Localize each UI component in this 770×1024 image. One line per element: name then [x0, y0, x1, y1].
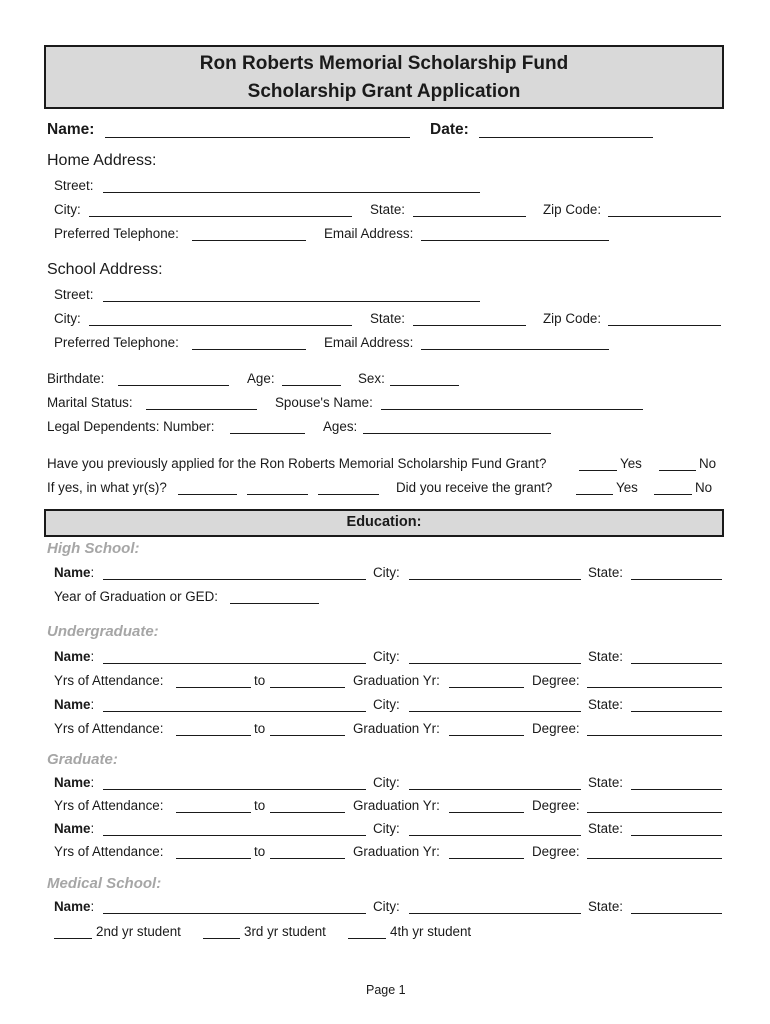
school-city-field[interactable]: [89, 325, 352, 326]
received-no-label: No: [695, 480, 713, 495]
gr2-yrs-to-field[interactable]: [270, 858, 345, 859]
years-applied-field-1[interactable]: [178, 494, 237, 495]
school-email-field[interactable]: [421, 349, 609, 350]
gr2-state-label: State:: [588, 821, 623, 836]
school-zip-field[interactable]: [608, 325, 721, 326]
ug1-grad-yr-label: Graduation Yr:: [353, 673, 440, 688]
date-label: Date:: [430, 121, 469, 138]
previous-application-question: Have you previously applied for the Ron Roberts Memorial Scholarship Fund Grant?: [47, 456, 547, 471]
form-subtitle: Scholarship Grant Application: [247, 81, 521, 102]
ug1-yrs-label: Yrs of Attendance:: [54, 673, 164, 688]
med-3rd-yr-label: 3rd yr student: [244, 924, 326, 939]
age-label: Age:: [247, 371, 275, 386]
school-phone-label: Preferred Telephone:: [54, 335, 179, 350]
sex-field[interactable]: [390, 385, 459, 386]
education-heading-box: [44, 509, 724, 537]
school-state-field[interactable]: [413, 325, 526, 326]
age-field[interactable]: [282, 385, 341, 386]
spouse-name-label: Spouse's Name:: [275, 395, 373, 410]
previous-yes-label: Yes: [620, 456, 642, 471]
ug2-yrs-to-field[interactable]: [270, 735, 345, 736]
ug1-city-label: City:: [373, 649, 400, 664]
ug1-yrs-to-field[interactable]: [270, 687, 345, 688]
ug1-degree-label: Degree:: [532, 673, 580, 688]
ug2-grad-yr-field[interactable]: [449, 735, 524, 736]
received-yes-label: Yes: [616, 480, 638, 495]
ug2-state-label: State:: [588, 697, 623, 712]
dependents-number-field[interactable]: [230, 433, 305, 434]
med-2nd-yr-label: 2nd yr student: [96, 924, 181, 939]
sex-label: Sex:: [358, 371, 385, 386]
ug2-to-label: to: [254, 721, 266, 736]
birthdate-field[interactable]: [118, 385, 229, 386]
home-email-field[interactable]: [421, 240, 609, 241]
ug2-city-field[interactable]: [409, 711, 581, 712]
school-city-label: City:: [54, 311, 81, 326]
ug2-degree-label: Degree:: [532, 721, 580, 736]
med-4th-yr-label: 4th yr student: [390, 924, 472, 939]
birthdate-label: Birthdate:: [47, 371, 105, 386]
received-grant-label: Did you receive the grant?: [396, 480, 553, 495]
ug1-name-field[interactable]: [103, 663, 366, 664]
gr1-grad-yr-label: Graduation Yr:: [353, 798, 440, 813]
med-city-field[interactable]: [409, 913, 581, 914]
home-address-heading: Home Address:: [47, 152, 157, 169]
years-applied-label: If yes, in what yr(s)?: [47, 480, 167, 495]
hs-state-label: State:: [588, 565, 623, 580]
marital-status-field[interactable]: [146, 409, 257, 410]
ug1-grad-yr-field[interactable]: [449, 687, 524, 688]
gr2-city-field[interactable]: [409, 835, 581, 836]
med-2nd-yr-field[interactable]: [54, 938, 92, 939]
gr1-name-label: Name:: [54, 775, 95, 790]
high-school-heading: High School:: [47, 540, 140, 557]
gr2-to-label: to: [254, 844, 266, 859]
school-email-label: Email Address:: [324, 335, 414, 350]
school-phone-field[interactable]: [192, 349, 306, 350]
hs-city-label: City:: [373, 565, 400, 580]
hs-graduation-label: Year of Graduation or GED:: [54, 589, 219, 604]
home-zip-label: Zip Code:: [543, 202, 602, 217]
med-3rd-yr-field[interactable]: [203, 938, 240, 939]
hs-graduation-field[interactable]: [230, 603, 319, 604]
graduate-heading: Graduate:: [47, 751, 118, 768]
home-city-field[interactable]: [89, 216, 352, 217]
home-street-label: Street:: [54, 178, 94, 193]
home-state-label: State:: [370, 202, 405, 217]
gr2-name-label: Name:: [54, 821, 95, 836]
school-state-label: State:: [370, 311, 405, 326]
ug1-name-label: Name:: [54, 649, 95, 664]
ug2-yrs-label: Yrs of Attendance:: [54, 721, 164, 736]
ug2-yrs-from-field[interactable]: [176, 735, 251, 736]
years-applied-field-2[interactable]: [247, 494, 308, 495]
hs-city-field[interactable]: [409, 579, 581, 580]
gr1-city-label: City:: [373, 775, 400, 790]
received-yes-field[interactable]: [576, 494, 613, 495]
ug2-degree-field[interactable]: [587, 735, 722, 736]
ug1-degree-field[interactable]: [587, 687, 722, 688]
undergraduate-heading: Undergraduate:: [47, 623, 159, 640]
gr2-yrs-from-field[interactable]: [176, 858, 251, 859]
home-city-label: City:: [54, 202, 81, 217]
education-heading: Education:: [346, 514, 422, 530]
ug1-yrs-from-field[interactable]: [176, 687, 251, 688]
page-number: Page 1: [366, 983, 406, 997]
marital-status-label: Marital Status:: [47, 395, 133, 410]
dependents-ages-label: Ages:: [323, 419, 358, 434]
previous-no-label: No: [699, 456, 717, 471]
gr2-grad-yr-label: Graduation Yr:: [353, 844, 440, 859]
gr2-grad-yr-field[interactable]: [449, 858, 524, 859]
ug1-to-label: to: [254, 673, 266, 688]
applicant-name-label: Name:: [47, 121, 95, 138]
gr1-yrs-from-field[interactable]: [176, 812, 251, 813]
gr2-city-label: City:: [373, 821, 400, 836]
gr1-degree-field[interactable]: [587, 812, 722, 813]
ug2-state-field[interactable]: [631, 711, 722, 712]
med-state-field[interactable]: [631, 913, 722, 914]
ug1-state-field[interactable]: [631, 663, 722, 664]
gr2-degree-field[interactable]: [587, 858, 722, 859]
home-phone-field[interactable]: [192, 240, 306, 241]
previous-no-field[interactable]: [659, 470, 696, 471]
gr1-yrs-label: Yrs of Attendance:: [54, 798, 164, 813]
spouse-name-field[interactable]: [381, 409, 643, 410]
med-name-field[interactable]: [103, 913, 366, 914]
gr1-state-label: State:: [588, 775, 623, 790]
gr1-degree-label: Degree:: [532, 798, 580, 813]
med-name-label: Name:: [54, 899, 95, 914]
dependents-label: Legal Dependents: Number:: [47, 419, 215, 434]
ug2-city-label: City:: [373, 697, 400, 712]
hs-state-field[interactable]: [631, 579, 722, 580]
ug1-state-label: State:: [588, 649, 623, 664]
ug2-name-field[interactable]: [103, 711, 366, 712]
title-box: [44, 45, 724, 109]
previous-yes-field[interactable]: [579, 470, 617, 471]
school-zip-label: Zip Code:: [543, 311, 602, 326]
gr1-city-field[interactable]: [409, 789, 581, 790]
gr1-state-field[interactable]: [631, 789, 722, 790]
date-field[interactable]: [479, 137, 653, 138]
medical-school-heading: Medical School:: [47, 875, 162, 892]
received-no-field[interactable]: [654, 494, 692, 495]
home-email-label: Email Address:: [324, 226, 414, 241]
home-zip-field[interactable]: [608, 216, 721, 217]
years-applied-field-3[interactable]: [318, 494, 379, 495]
ug2-name-label: Name:: [54, 697, 95, 712]
gr1-yrs-to-field[interactable]: [270, 812, 345, 813]
home-street-field[interactable]: [103, 192, 480, 193]
form-title: Ron Roberts Memorial Scholarship Fund: [199, 53, 569, 74]
med-4th-yr-field[interactable]: [348, 938, 386, 939]
gr1-to-label: to: [254, 798, 266, 813]
dependents-ages-field[interactable]: [363, 433, 551, 434]
school-street-label: Street:: [54, 287, 94, 302]
gr2-yrs-label: Yrs of Attendance:: [54, 844, 164, 859]
gr1-grad-yr-field[interactable]: [449, 812, 524, 813]
school-street-field[interactable]: [103, 301, 480, 302]
gr2-name-field[interactable]: [103, 835, 366, 836]
gr2-state-field[interactable]: [631, 835, 722, 836]
gr1-name-field[interactable]: [103, 789, 366, 790]
gr2-degree-label: Degree:: [532, 844, 580, 859]
home-state-field[interactable]: [413, 216, 526, 217]
applicant-name-field[interactable]: [105, 137, 410, 138]
school-address-heading: School Address:: [47, 261, 163, 278]
med-state-label: State:: [588, 899, 623, 914]
home-phone-label: Preferred Telephone:: [54, 226, 179, 241]
ug1-city-field[interactable]: [409, 663, 581, 664]
ug2-grad-yr-label: Graduation Yr:: [353, 721, 440, 736]
med-city-label: City:: [373, 899, 400, 914]
hs-name-label: Name:: [54, 565, 95, 580]
hs-name-field[interactable]: [103, 579, 366, 580]
